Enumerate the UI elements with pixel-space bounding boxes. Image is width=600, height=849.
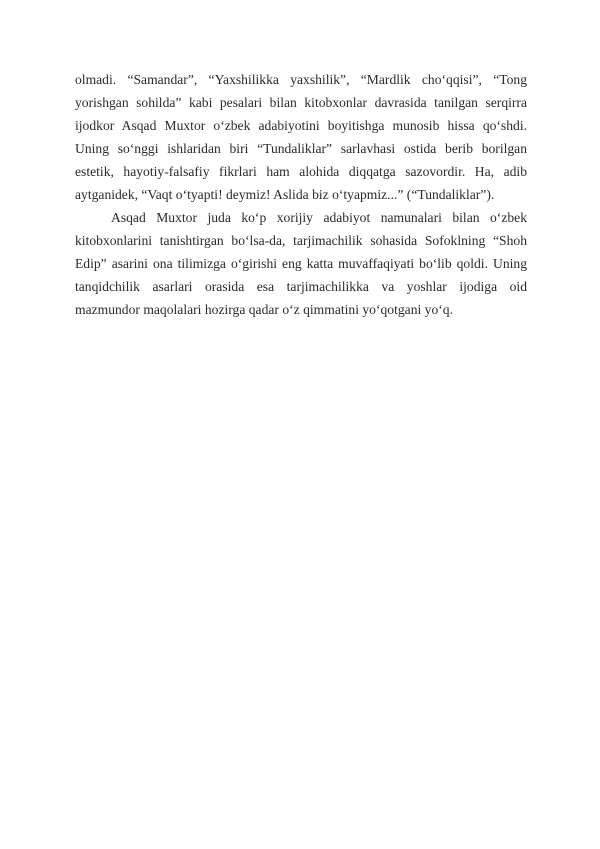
- paragraph-1: [75, 68, 527, 206]
- text-line: estetik, hayotiy-falsafiy fikrlari ham alohida diqqatga sazovordir. Ha, adib: [75, 164, 527, 179]
- text-line: mazmundor maqolalari hozirga qadar o‘z qimmatini yo‘qotgani yo‘q.: [75, 302, 453, 317]
- body-text: [75, 68, 527, 321]
- text-line: olmadi. “Samandar”, “Yaxshilikka yaxshilik”, “Mardlik cho‘qqisi”, “Tong: [75, 72, 527, 87]
- text-line: Asqad Muxtor juda ko‘p xorijiy adabiyot namunalari bilan o‘zbek: [111, 210, 527, 225]
- text-line: Edip” asarini ona tilimizga o‘girishi eng katta muvaffaqiyati bo‘lib qoldi. Uning: [75, 256, 527, 271]
- text-line: aytganidek, “Vaqt o‘tyapti! deymiz! Aslida biz o‘tyapmiz...” (“Tundaliklar”).: [75, 187, 495, 202]
- text-line: yorishgan sohilda” kabi pesalari bilan kitobxonlar davrasida tanilgan serqirra: [75, 95, 527, 110]
- text-line: tanqidchilik asarlari orasida esa tarjimachilikka va yoshlar ijodiga oid: [75, 279, 527, 294]
- text-line: Uning so‘nggi ishlaridan biri “Tundaliklar” sarlavhasi ostida berib borilgan: [75, 141, 527, 156]
- text-line: kitobxonlarini tanishtirgan bo‘lsa-da, tarjimachilik sohasida Sofoklning “Shoh: [75, 233, 527, 248]
- text-line: ijodkor Asqad Muxtor o‘zbek adabiyotini boyitishga munosib hissa qo‘shdi.: [75, 118, 527, 133]
- paragraph-2: [75, 206, 527, 321]
